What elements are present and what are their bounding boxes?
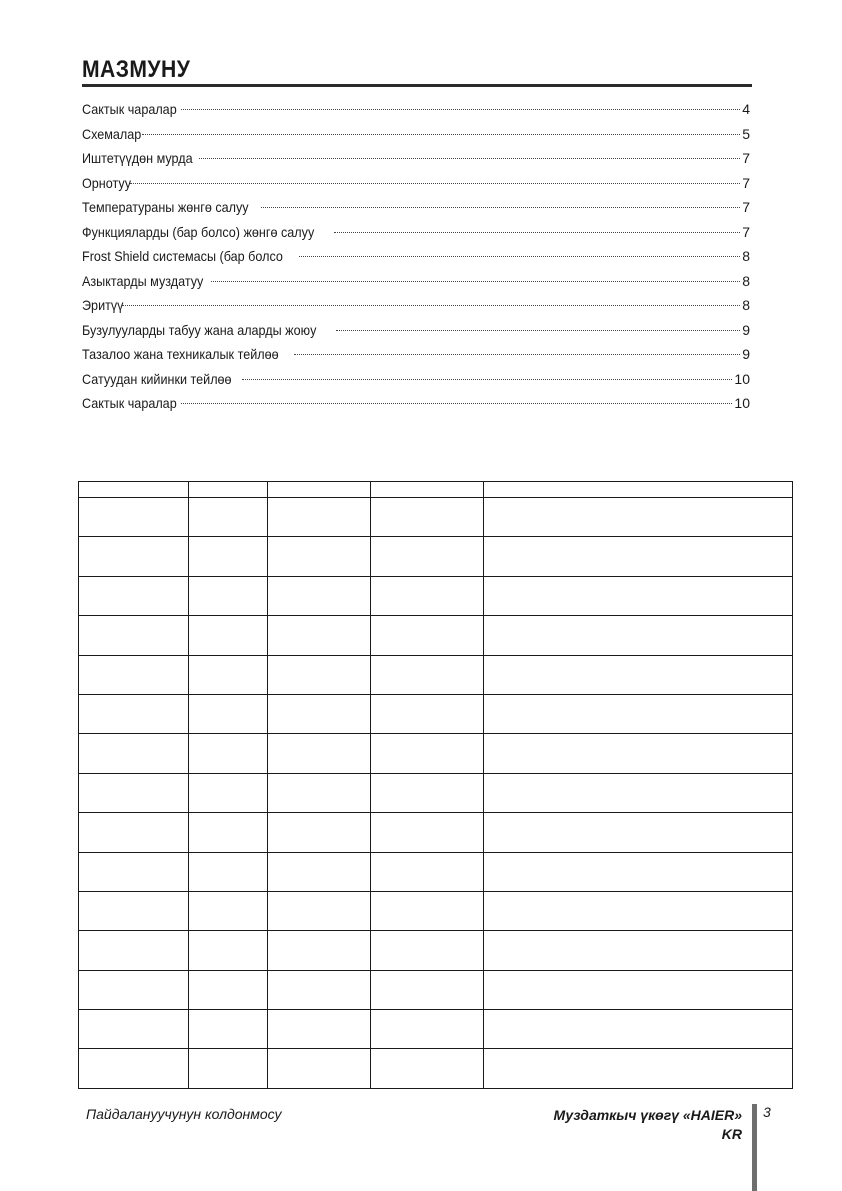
grid-cell (484, 1010, 793, 1049)
footer-side-bar (752, 1104, 757, 1191)
grid-row (79, 734, 793, 773)
grid-cell (268, 616, 371, 655)
grid-row (79, 616, 793, 655)
grid-cell (189, 773, 268, 812)
grid-cell (79, 537, 189, 576)
toc-entry[interactable] (82, 223, 750, 248)
toc-entry-page: 7 (742, 150, 750, 166)
toc-entry-title: Температураны жөнгө салуу (82, 199, 249, 215)
footer-manual-title: Пайдалануучунун колдонмосу (86, 1106, 282, 1122)
grid-cell (189, 970, 268, 1009)
toc-leader (181, 402, 732, 404)
grid-cell (79, 482, 189, 498)
grid-cell (484, 576, 793, 615)
grid-cell (371, 852, 484, 891)
grid-cell (484, 734, 793, 773)
toc-entry-page: 10 (734, 370, 750, 387)
grid-cell (189, 1010, 268, 1049)
toc-entry-title: Орнотуу (82, 174, 132, 191)
grid-cell (371, 694, 484, 733)
toc-entry[interactable] (82, 198, 750, 223)
toc-entry[interactable] (82, 125, 750, 150)
grid-cell (268, 734, 371, 773)
toc-entry-title: Азыктарды муздатуу (82, 272, 204, 289)
grid-cell (484, 537, 793, 576)
toc-leader (122, 304, 740, 306)
grid-cell (79, 773, 189, 812)
grid-cell (268, 813, 371, 852)
toc-entry-page: 9 (742, 346, 750, 362)
toc-leader (336, 329, 740, 331)
grid-cell (371, 537, 484, 576)
toc-entry-page: 7 (742, 174, 750, 191)
grid-cell (79, 1010, 189, 1049)
footer-language-code: KR (721, 1126, 742, 1142)
grid-row (79, 852, 793, 891)
grid-cell (79, 734, 189, 773)
toc-entry[interactable] (82, 247, 750, 272)
toc-entry[interactable] (82, 174, 750, 199)
grid-cell (79, 498, 189, 537)
toc-entry-page: 7 (742, 199, 750, 215)
grid-cell (484, 498, 793, 537)
grid-cell (371, 1010, 484, 1049)
grid-cell (268, 1010, 371, 1049)
toc-entry-title: Функцияларды (бар болсо) жөнгө салуу (82, 223, 315, 240)
grid-cell (189, 616, 268, 655)
grid-cell (484, 852, 793, 891)
grid-cell (79, 576, 189, 615)
footer-product-name: Муздаткыч үкөгү «HAIER» (553, 1107, 742, 1123)
grid-row (79, 655, 793, 694)
grid-row (79, 537, 793, 576)
grid-cell (268, 1049, 371, 1088)
grid-cell (371, 970, 484, 1009)
toc-entry-title: Сактык чаралар (82, 101, 177, 117)
grid-cell (268, 576, 371, 615)
grid-cell (189, 852, 268, 891)
grid-cell (371, 813, 484, 852)
grid-cell (371, 616, 484, 655)
toc-entry-title: Сатуудан кийинки тейлөө (82, 370, 232, 387)
grid-row (79, 576, 793, 615)
grid-cell (371, 655, 484, 694)
toc-entry-title: Эритүү (82, 297, 124, 313)
blank-grid-table (78, 481, 793, 1089)
grid-cell (189, 694, 268, 733)
grid-cell (268, 537, 371, 576)
toc-entry-title: Иштетүүдөн мурда (82, 150, 193, 166)
toc-entry-page: 8 (742, 248, 750, 264)
toc-entry-page: 8 (742, 297, 750, 313)
grid-row (79, 1010, 793, 1049)
grid-cell (371, 931, 484, 970)
page-title: МАЗМУНУ (82, 56, 191, 83)
grid-cell (189, 537, 268, 576)
grid-cell (79, 655, 189, 694)
title-underline (82, 84, 752, 87)
toc-entry-title: Frost Shield системасы (бар болсо (82, 248, 283, 264)
grid-cell (268, 498, 371, 537)
grid-cell (371, 482, 484, 498)
table-of-contents (82, 100, 750, 419)
toc-entry[interactable] (82, 272, 750, 297)
grid-cell (268, 931, 371, 970)
toc-entry-page: 10 (734, 395, 750, 411)
grid-cell (189, 813, 268, 852)
toc-entry[interactable] (82, 321, 750, 346)
toc-leader (294, 353, 740, 355)
grid-cell (189, 1049, 268, 1088)
grid-cell (79, 970, 189, 1009)
grid-row (79, 773, 793, 812)
grid-cell (189, 498, 268, 537)
grid-cell (268, 852, 371, 891)
toc-entry[interactable] (82, 394, 750, 419)
grid-cell (371, 1049, 484, 1088)
grid-cell (268, 694, 371, 733)
grid-row (79, 931, 793, 970)
toc-leader (130, 182, 740, 184)
grid-cell (189, 891, 268, 930)
grid-cell (268, 891, 371, 930)
grid-cell (484, 694, 793, 733)
grid-cell (484, 813, 793, 852)
grid-cell (371, 498, 484, 537)
grid-cell (484, 931, 793, 970)
grid-cell (371, 576, 484, 615)
grid-cell (371, 734, 484, 773)
toc-leader (142, 133, 740, 135)
grid-cell (79, 891, 189, 930)
toc-entry[interactable] (82, 100, 750, 125)
toc-entry-page: 7 (742, 223, 750, 240)
grid-row (79, 498, 793, 537)
grid-cell (484, 616, 793, 655)
toc-entry-title: Сактык чаралар (82, 395, 177, 411)
toc-entry[interactable] (82, 370, 750, 395)
grid-cell (189, 576, 268, 615)
grid-cell (268, 655, 371, 694)
grid-cell (484, 482, 793, 498)
toc-entry-title: Тазалоо жана техникалык тейлөө (82, 346, 279, 362)
grid-cell (79, 813, 189, 852)
toc-entry-page: 4 (742, 101, 750, 117)
toc-leader (211, 280, 740, 282)
blank-grid-body (79, 482, 793, 1089)
grid-row (79, 891, 793, 930)
toc-entry[interactable] (82, 345, 750, 370)
grid-cell (79, 694, 189, 733)
page-number: 3 (763, 1104, 771, 1120)
grid-header-row (79, 482, 793, 498)
grid-cell (268, 773, 371, 812)
grid-cell (268, 482, 371, 498)
grid-cell (189, 931, 268, 970)
grid-cell (189, 734, 268, 773)
grid-cell (79, 616, 189, 655)
grid-cell (484, 970, 793, 1009)
grid-cell (371, 891, 484, 930)
toc-entry-page: 5 (742, 125, 750, 142)
toc-leader (181, 108, 740, 110)
grid-cell (189, 482, 268, 498)
toc-leader (199, 157, 740, 159)
grid-row (79, 1049, 793, 1088)
grid-row (79, 970, 793, 1009)
toc-leader (261, 206, 740, 208)
footer-product (482, 1106, 742, 1144)
grid-row (79, 813, 793, 852)
toc-entry-title: Схемалар (82, 125, 142, 142)
grid-cell (189, 655, 268, 694)
grid-cell (79, 852, 189, 891)
toc-leader (334, 231, 740, 233)
toc-leader (242, 378, 732, 380)
toc-entry-page: 9 (742, 321, 750, 338)
toc-entry-page: 8 (742, 272, 750, 289)
toc-entry[interactable] (82, 296, 750, 321)
grid-cell (79, 1049, 189, 1088)
grid-cell (484, 655, 793, 694)
grid-cell (484, 773, 793, 812)
grid-row (79, 694, 793, 733)
grid-cell (484, 891, 793, 930)
grid-cell (268, 970, 371, 1009)
grid-cell (79, 931, 189, 970)
toc-leader (299, 255, 740, 257)
grid-cell (484, 1049, 793, 1088)
toc-entry-title: Бузулууларды табуу жана аларды жоюу (82, 321, 317, 338)
grid-cell (371, 773, 484, 812)
toc-entry[interactable] (82, 149, 750, 174)
